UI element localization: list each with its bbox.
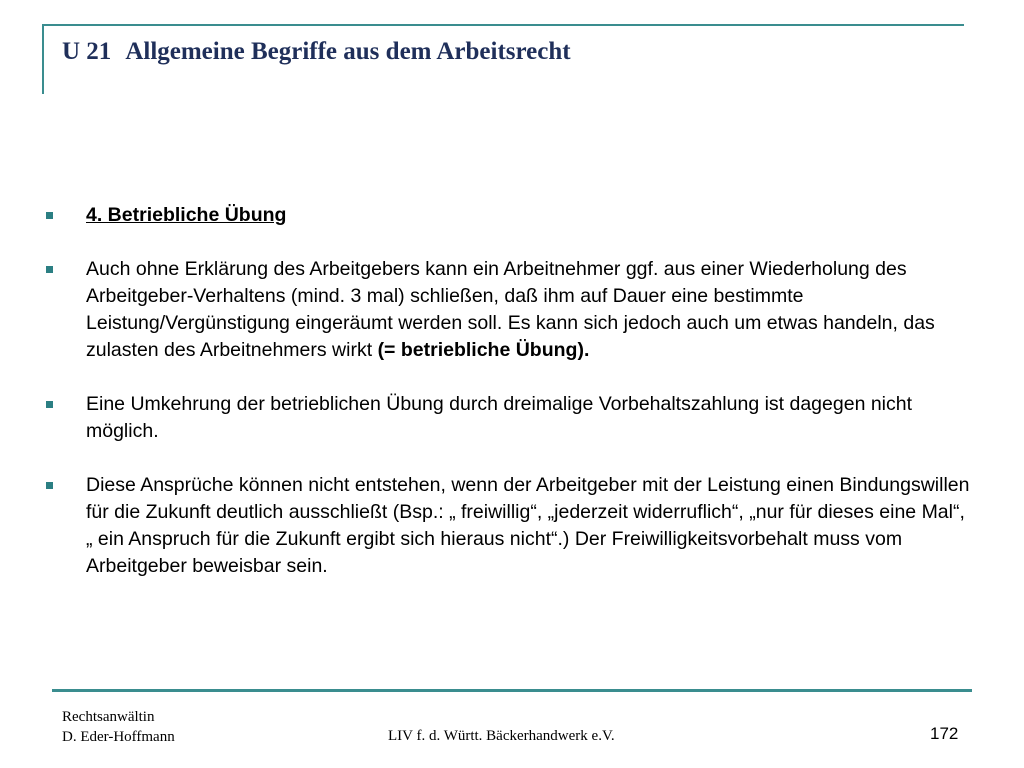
list-item-heading xyxy=(44,202,974,229)
header-rule-vertical xyxy=(42,24,44,94)
list-item-definition xyxy=(44,256,974,364)
footer-organization: LIV f. d. Württ. Bäckerhandwerk e.V. xyxy=(388,728,615,744)
header-rule-horizontal xyxy=(42,24,964,26)
section-heading: 4. Betriebliche Übung xyxy=(86,204,287,226)
definition-text: Auch ohne Erklärung des Arbeitgebers kann ein Arbeitnehmer ggf. aus einer Wiederholung des Arbeitgeber-Verhaltens (mind. 3 mal) schließen, daß ihm auf Dauer eine bestimmte Leistung/Vergünstigung eingeräumt werden soll. Es kann sich jedoch auch um etwas handeln, das zulasten des Arbeitnehmers wirkt xyxy=(86,258,935,361)
author-role: Rechtsanwältin xyxy=(62,709,155,725)
slide-code: U 21 xyxy=(62,38,112,65)
bullet-square-icon xyxy=(46,212,53,219)
author-name: D. Eder-Hoffmann xyxy=(62,729,175,745)
bullet-square-icon xyxy=(46,266,53,273)
definition-emphasis: (= betriebliche Übung). xyxy=(377,339,590,361)
page-number: 172 xyxy=(930,724,959,743)
slide-content xyxy=(44,202,974,607)
slide-title-text: Allgemeine Begriffe aus dem Arbeitsrecht xyxy=(125,38,571,65)
list-item-reversal xyxy=(44,391,974,445)
footer-author xyxy=(62,707,175,747)
reversal-text: Eine Umkehrung der betrieblichen Übung durch dreimalige Vorbehaltszahlung ist dagegen nicht möglich. xyxy=(86,393,913,442)
bullet-square-icon xyxy=(46,482,53,489)
list-item-exclusion xyxy=(44,472,974,580)
slide-title xyxy=(62,38,571,66)
exclusion-text: Diese Ansprüche können nicht entstehen, wenn der Arbeitgeber mit der Leistung einen Bindungswillen für die Zukunft deutlich ausschließt (Bsp.: „ freiwillig“, „jederzeit widerruflich“, „nur für dieses eine Mal“, „ ein Anspruch für die Zukunft ergibt sich hieraus nicht“.) Der Freiwilligkeitsvorbehalt muss vom Arbeitgeber beweisbar sein. xyxy=(86,474,970,577)
bullet-square-icon xyxy=(46,401,53,408)
footer-rule xyxy=(52,689,972,692)
